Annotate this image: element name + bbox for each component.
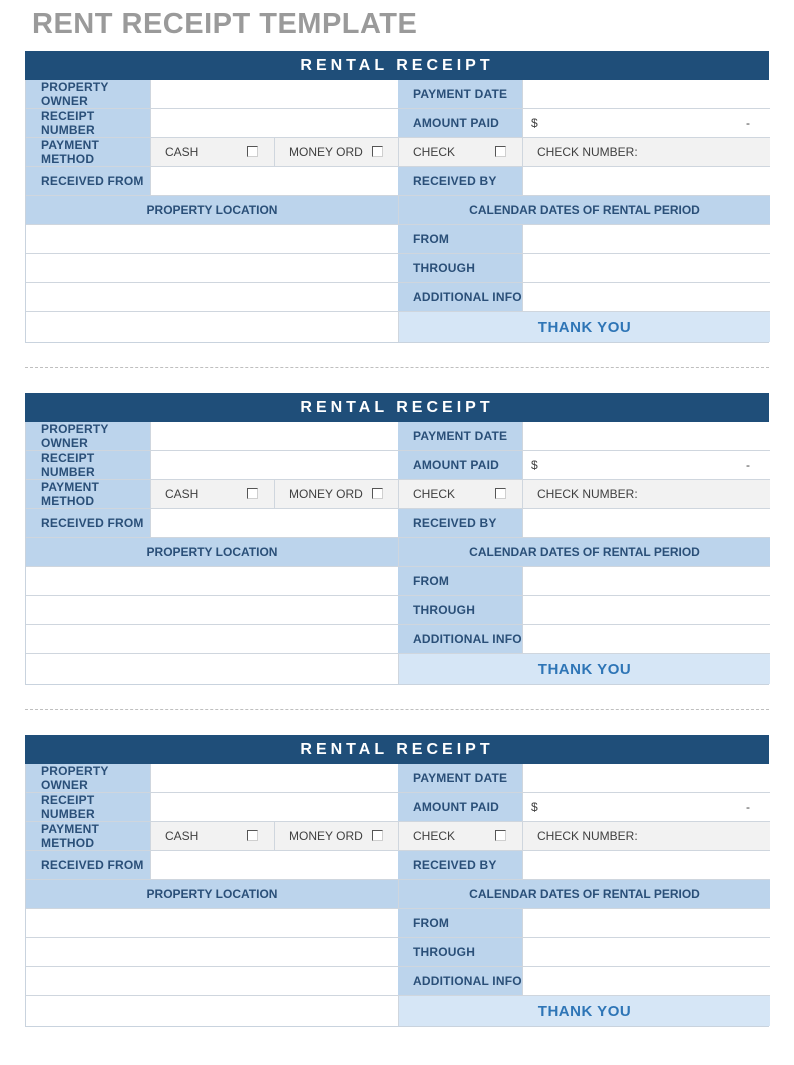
- payment-method-label: PAYMENT METHOD: [26, 138, 150, 167]
- thank-you-banner: THANK YOU: [398, 654, 770, 684]
- payment-method-label: PAYMENT METHOD: [26, 822, 150, 851]
- rental-receipt: [25, 393, 769, 685]
- from-label: FROM: [398, 567, 522, 596]
- property-location-header: PROPERTY LOCATION: [26, 880, 398, 909]
- property-location-line[interactable]: [26, 312, 398, 342]
- amount-paid-label: AMOUNT PAID: [398, 109, 522, 138]
- received-by-field[interactable]: [522, 851, 770, 880]
- receipt-separator: [25, 367, 769, 368]
- received-from-label: RECEIVED FROM: [26, 167, 150, 196]
- property-location-line[interactable]: [26, 654, 398, 684]
- money-order-label: MONEY ORD: [289, 487, 363, 501]
- check-label: CHECK: [413, 145, 456, 159]
- cash-checkbox[interactable]: [247, 488, 258, 499]
- amount-value: -: [746, 458, 750, 472]
- additional-info-label: ADDITIONAL INFO: [398, 625, 522, 654]
- amount-paid-label: AMOUNT PAID: [398, 793, 522, 822]
- amount-paid-field[interactable]: [522, 793, 770, 822]
- received-by-label: RECEIVED BY: [398, 167, 522, 196]
- check-number-label: CHECK NUMBER:: [537, 487, 638, 501]
- check-option[interactable]: [398, 822, 522, 851]
- property-location-line[interactable]: [26, 225, 398, 254]
- through-label: THROUGH: [398, 254, 522, 283]
- received-from-field[interactable]: [150, 851, 398, 880]
- additional-info-label: ADDITIONAL INFO: [398, 967, 522, 996]
- payment-date-field[interactable]: [522, 764, 770, 793]
- thank-you-banner: THANK YOU: [398, 312, 770, 342]
- payment-date-field[interactable]: [522, 80, 770, 109]
- money-order-label: MONEY ORD: [289, 145, 363, 159]
- property-location-header: PROPERTY LOCATION: [26, 538, 398, 567]
- receipt-separator: [25, 709, 769, 710]
- money-order-checkbox[interactable]: [372, 488, 383, 499]
- check-number-label: CHECK NUMBER:: [537, 829, 638, 843]
- cash-checkbox[interactable]: [247, 830, 258, 841]
- money-order-option[interactable]: [274, 822, 398, 851]
- money-order-checkbox[interactable]: [372, 830, 383, 841]
- check-label: CHECK: [413, 829, 456, 843]
- property-owner-label: PROPERTY OWNER: [26, 764, 150, 793]
- cash-label: CASH: [165, 829, 199, 843]
- cash-option[interactable]: [150, 138, 274, 167]
- through-field[interactable]: [522, 938, 770, 967]
- receipt-number-field[interactable]: [150, 451, 398, 480]
- currency-symbol: $: [531, 800, 538, 814]
- property-location-line[interactable]: [26, 596, 398, 625]
- through-label: THROUGH: [398, 938, 522, 967]
- receipt-number-label: RECEIPT NUMBER: [26, 793, 150, 822]
- property-owner-label: PROPERTY OWNER: [26, 80, 150, 109]
- from-label: FROM: [398, 909, 522, 938]
- receipt-number-field[interactable]: [150, 109, 398, 138]
- through-label: THROUGH: [398, 596, 522, 625]
- receipt-number-field[interactable]: [150, 793, 398, 822]
- receipt-title: RENTAL RECEIPT: [25, 393, 769, 422]
- currency-symbol: $: [531, 116, 538, 130]
- property-owner-field[interactable]: [150, 80, 398, 109]
- amount-value: -: [746, 800, 750, 814]
- received-by-label: RECEIVED BY: [398, 509, 522, 538]
- property-location-line[interactable]: [26, 996, 398, 1026]
- check-number-field[interactable]: [522, 480, 770, 509]
- check-option[interactable]: [398, 138, 522, 167]
- property-owner-label: PROPERTY OWNER: [26, 422, 150, 451]
- from-field[interactable]: [522, 909, 770, 938]
- payment-date-label: PAYMENT DATE: [398, 764, 522, 793]
- received-from-field[interactable]: [150, 509, 398, 538]
- check-number-label: CHECK NUMBER:: [537, 145, 638, 159]
- additional-info-label: ADDITIONAL INFO: [398, 283, 522, 312]
- additional-info-field[interactable]: [522, 625, 770, 654]
- from-field[interactable]: [522, 225, 770, 254]
- received-by-field[interactable]: [522, 167, 770, 196]
- cash-option[interactable]: [150, 822, 274, 851]
- cash-label: CASH: [165, 487, 199, 501]
- receipt-number-label: RECEIPT NUMBER: [26, 109, 150, 138]
- currency-symbol: $: [531, 458, 538, 472]
- check-label: CHECK: [413, 487, 456, 501]
- from-field[interactable]: [522, 567, 770, 596]
- money-order-label: MONEY ORD: [289, 829, 363, 843]
- cash-checkbox[interactable]: [247, 146, 258, 157]
- received-from-label: RECEIVED FROM: [26, 851, 150, 880]
- receipt-title: RENTAL RECEIPT: [25, 51, 769, 80]
- rental-receipt: [25, 51, 769, 343]
- additional-info-field[interactable]: [522, 967, 770, 996]
- received-by-label: RECEIVED BY: [398, 851, 522, 880]
- received-from-label: RECEIVED FROM: [26, 509, 150, 538]
- property-location-header: PROPERTY LOCATION: [26, 196, 398, 225]
- payment-date-label: PAYMENT DATE: [398, 422, 522, 451]
- property-location-line[interactable]: [26, 283, 398, 312]
- page-title: RENT RECEIPT TEMPLATE: [32, 8, 418, 40]
- property-location-line[interactable]: [26, 567, 398, 596]
- property-location-line[interactable]: [26, 625, 398, 654]
- property-location-line[interactable]: [26, 938, 398, 967]
- through-field[interactable]: [522, 254, 770, 283]
- check-option[interactable]: [398, 480, 522, 509]
- thank-you-banner: THANK YOU: [398, 996, 770, 1026]
- payment-date-label: PAYMENT DATE: [398, 80, 522, 109]
- payment-method-label: PAYMENT METHOD: [26, 480, 150, 509]
- receipt-number-label: RECEIPT NUMBER: [26, 451, 150, 480]
- check-checkbox[interactable]: [495, 488, 506, 499]
- rental-receipt: [25, 735, 769, 1027]
- money-order-option[interactable]: [274, 138, 398, 167]
- received-from-field[interactable]: [150, 167, 398, 196]
- received-by-field[interactable]: [522, 509, 770, 538]
- property-owner-field[interactable]: [150, 422, 398, 451]
- calendar-dates-header: CALENDAR DATES OF RENTAL PERIOD: [398, 880, 770, 909]
- check-number-field[interactable]: [522, 138, 770, 167]
- through-field[interactable]: [522, 596, 770, 625]
- property-location-line[interactable]: [26, 909, 398, 938]
- check-checkbox[interactable]: [495, 830, 506, 841]
- property-location-line[interactable]: [26, 254, 398, 283]
- amount-paid-label: AMOUNT PAID: [398, 451, 522, 480]
- receipt-title: RENTAL RECEIPT: [25, 735, 769, 764]
- amount-value: -: [746, 116, 750, 130]
- from-label: FROM: [398, 225, 522, 254]
- amount-paid-field[interactable]: [522, 451, 770, 480]
- check-number-field[interactable]: [522, 822, 770, 851]
- cash-label: CASH: [165, 145, 199, 159]
- calendar-dates-header: CALENDAR DATES OF RENTAL PERIOD: [398, 538, 770, 567]
- property-location-line[interactable]: [26, 967, 398, 996]
- money-order-checkbox[interactable]: [372, 146, 383, 157]
- property-owner-field[interactable]: [150, 764, 398, 793]
- amount-paid-field[interactable]: [522, 109, 770, 138]
- cash-option[interactable]: [150, 480, 274, 509]
- money-order-option[interactable]: [274, 480, 398, 509]
- payment-date-field[interactable]: [522, 422, 770, 451]
- calendar-dates-header: CALENDAR DATES OF RENTAL PERIOD: [398, 196, 770, 225]
- check-checkbox[interactable]: [495, 146, 506, 157]
- additional-info-field[interactable]: [522, 283, 770, 312]
